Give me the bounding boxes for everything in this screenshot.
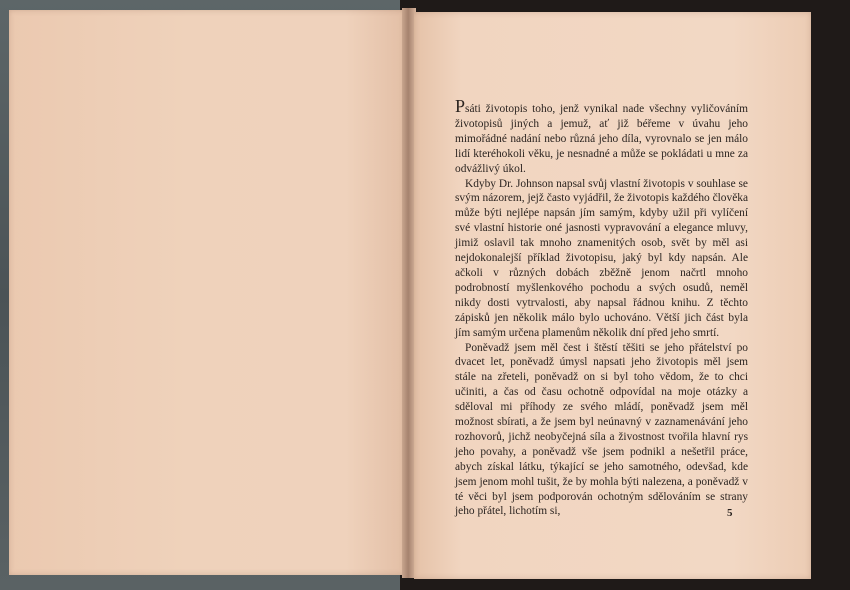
- paragraph-3: Poněvadž jsem měl čest i štěstí těšiti se jeho přátelství po dvacet let, poněvadž úmysl napsati jeho životopis měl jsem stále na zřeteli, poněvadž on si byl toho vědom, že to chci učiniti, a čas od času ochotně odpovídal na moje otázky a sděloval mi příhody ze svého mládí, poněvadž jsem měl možnost sbírati, a že jsem byl neúnavný v zaznamenávání jeho rozhovorů, jichž neobyčejná síla a živostnost tvořila hlavní rys jeho povahy, a poněvadž vše jsem podnikl a nešetřil práce, abych získal látku, týkající se jeho samotného, odevšad, kde jsem jenom mohl tušit, že by mohla býti nalezena, a poněvadž v té věci byl jsem podporován ochotným sdělováním se strany jeho přátel, lichotím si,: [455, 341, 748, 518]
- page-text: [455, 96, 748, 519]
- left-page: [9, 10, 405, 575]
- paragraph-1-text: sáti životopis toho, jenž vynikal nade všechny vyličováním životopisů jiných a jemuž, ať již béřeme v úvahu jeho mimořádné nadání nebo různá jeho díla, vyrovnalo se jen málo lidí kteréhokoli věku, je nesnadné a může se pokládati u mne za odvážlivý úkol.: [455, 103, 748, 175]
- paragraph-1: [455, 96, 748, 177]
- paragraph-2: Kdyby Dr. Johnson napsal svůj vlastní životopis v souhlase se svým názorem, jejž často vyjádřil, že životopis každého člověka může býti nejlépe napsán jím samým, kdyby užil při vylíčení své vlastní historie oné jasnosti vypravování a elegance mluvy, jimiž oslavil tak mnoho znamenitých osob, svět by měl asi nejdokonalejší příklad životopisu, jaký byl kdy napsán. Ale ačkoli v různých dobách zběžně jenom načrtl mnoho podrobností myšlenkového pochodu a svých osudů, neměl nikdy dosti vytrvalosti, aby napsal řádnou knihu. Z těchto zápisků jen několik málo bylo uchováno. Větší jich část byla jím samým určena plamenům několik dní před jeho smrtí.: [455, 177, 748, 339]
- drop-cap: P: [455, 96, 466, 116]
- page-number: 5: [727, 507, 733, 519]
